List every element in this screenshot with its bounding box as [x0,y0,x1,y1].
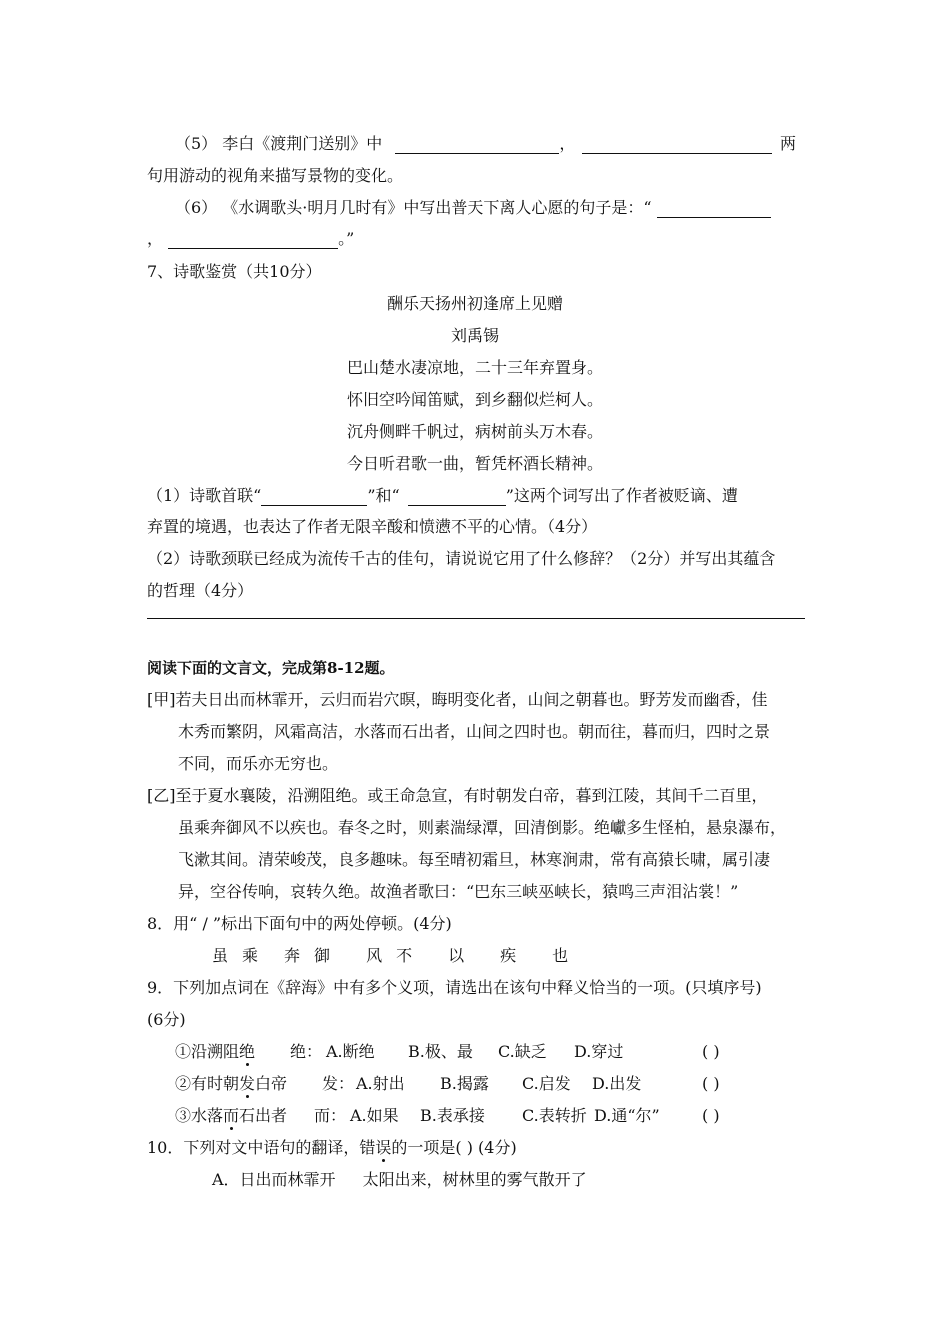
q6-blank-2[interactable] [168,232,338,249]
q9-item-3-answer[interactable]: ( ) [702,1106,720,1125]
q10-option-a-text: 太阳出来，树林里的雾气散开了 [362,1170,587,1189]
q6-prefix: （6） 《水调歌头·明月几时有》中写出普天下离人心愿的句子是：“ [175,198,652,217]
q10-heading-a: 10．下列对文中语句的翻译，错 [147,1138,376,1157]
q9-item-1-opt-a: A.断绝 [326,1042,375,1061]
poem-line-4: 今日听君歌一曲，暂凭杯酒长精神。 [346,454,603,473]
q7-sub1-line1 [147,486,738,506]
q9-item-2-sentence [175,1074,287,1094]
q9-item-3-opt-c: C.表转折 [522,1106,587,1125]
q9-item-num: ② [175,1074,192,1093]
q6-line2-comma: ， [147,229,164,248]
q9-item-2-opt-d: D.出发 [592,1074,642,1093]
q7-sub1-a: （1）诗歌首联“ [147,486,262,505]
q9-points: (6分) [147,1010,186,1029]
q9-item-3-word: 而： [314,1106,347,1125]
q7-sub1-b: ”和“ [367,486,400,505]
q10-heading [147,1138,517,1158]
q9-item-pre: 沿溯阻 [191,1042,240,1061]
q5-line1 [175,134,772,154]
q7-sub1-line2: 弃置的境遇，也表达了作者无限辛酸和愤懑不平的心情。（4分） [147,517,598,536]
q8-char: 风 [366,946,383,965]
q9-item-post: 石出者 [239,1106,288,1125]
q8-char: 虽 [212,946,229,965]
q9-heading: 9．下列加点词在《辞海》中有多个义项，请选出在该句中释义恰当的一项。(只填序号) [147,978,762,997]
q9-item-1-opt-d: D.穿过 [574,1042,624,1061]
q8-char: 御 [314,946,331,965]
q9-item-1-opt-b: B.极、最 [408,1042,473,1061]
yi-line-4: 异，空谷传响，哀转久绝。故渔者歌曰：“巴东三峡巫峡长，猿鸣三声泪沾裳！” [178,882,739,901]
q7-sub1-c: ”这两个词写出了作者被贬谪、遭 [505,486,738,505]
q5-blank-2[interactable] [582,137,772,154]
q9-item-1-sentence [175,1042,255,1062]
q7-sub2-line2: 的哲理（4分） [147,581,254,600]
q10-heading-dot: 误 [375,1138,392,1157]
poem-title: 酬乐天扬州初逢席上见赠 [386,294,563,313]
q5-blank-1[interactable] [395,137,559,154]
q10-heading-b: 的一项是( ) (4分) [391,1138,517,1157]
q8-char: 以 [448,946,465,965]
q8-char: 不 [396,946,413,965]
q5-line2: 句用游动的视角来描写景物的变化。 [147,166,404,185]
q9-item-dotted-word: 绝 [239,1042,256,1061]
q6-line2 [147,229,354,249]
q8-char: 乘 [242,946,259,965]
q9-item-2-opt-b: B.揭露 [440,1074,489,1093]
q5-comma: ， [559,134,576,153]
yi-line-2: 虽乘奔御风不以疾也。春冬之时，则素湍绿潭，回清倒影。绝巘多生怪柏，悬泉瀑布， [178,818,787,837]
q9-item-2-opt-c: C.启发 [522,1074,571,1093]
q8-char: 也 [552,946,569,965]
answer-line[interactable] [147,618,805,619]
q9-item-2-answer[interactable]: ( ) [702,1074,720,1093]
q9-item-1-word: 绝： [290,1042,323,1061]
poem-author: 刘禹锡 [450,326,499,345]
q8-char: 奔 [284,946,301,965]
reading-heading: 阅读下面的文言文，完成第8-12题。 [147,659,395,677]
poem-line-2: 怀旧空吟闻笛赋，到乡翻似烂柯人。 [346,390,603,409]
q7-sub2-line1: （2）诗歌颈联已经成为流传千古的佳句，请说说它用了什么修辞？（2分）并写出其蕴含 [147,549,776,568]
q6-line2-end: 。” [338,229,355,248]
q6-blank-1[interactable] [657,201,771,218]
q5-suffix: 两 [780,134,797,153]
q9-item-3-opt-b: B.表承接 [420,1106,485,1125]
q9-item-2-word: 发： [322,1074,355,1093]
q7-sub1-blank-2[interactable] [408,489,506,506]
q9-item-pre: 有时朝 [191,1074,240,1093]
jia-line-2: 木秀而繁阴，风霜高洁，水落而石出者，山间之四时也。朝而往，暮而归，四时之景 [178,722,771,741]
q9-item-num: ③ [175,1106,192,1125]
q9-item-1-opt-c: C.缺乏 [498,1042,547,1061]
q7-sub1-blank-1[interactable] [261,489,367,506]
q9-item-3-opt-a: A.如果 [350,1106,399,1125]
jia-line-3: 不同，而乐亦无穷也。 [178,754,339,773]
q10-option-a-label: A．日出而林霏开 [212,1170,336,1189]
q9-item-dotted-word: 而 [223,1106,240,1125]
q9-item-2-opt-a: A.射出 [356,1074,405,1093]
yi-line-3: 飞漱其间。清荣峻茂，良多趣味。每至晴初霜旦，林寒涧肃，常有高猿长啸，属引凄 [178,850,771,869]
q9-item-pre: 水落 [191,1106,224,1125]
q8-char: 疾 [500,946,517,965]
yi-line-1: [乙]至于夏水襄陵，沿溯阻绝。或王命急宣，有时朝发白帝，暮到江陵，其间千二百里， [147,786,768,805]
q9-item-dotted-word: 发 [239,1074,256,1093]
q8-heading: 8．用“ / ”标出下面句中的两处停顿。(4分) [147,914,452,933]
q5-prefix: （5） 李白《渡荆门送别》中 [175,134,383,153]
q9-item-1-answer[interactable]: ( ) [702,1042,720,1061]
jia-line-1: [甲]若夫日出而林霏开，云归而岩穴暝，晦明变化者，山间之朝暮也。野芳发而幽香，佳 [147,690,768,709]
q10-option-a[interactable] [212,1170,587,1190]
q9-item-post: 白帝 [255,1074,288,1093]
q7-heading: 7、诗歌鉴赏（共10分） [147,262,322,281]
poem-line-3: 沉舟侧畔千帆过，病树前头万木春。 [346,422,603,441]
q8-sentence [212,946,568,966]
poem-line-1: 巴山楚水凄凉地，二十三年弃置身。 [346,358,603,377]
q6-line1 [175,198,771,218]
q9-item-num: ① [175,1042,192,1061]
q9-item-3-sentence [175,1106,287,1126]
q9-item-3-opt-d: D.通“尔” [594,1106,660,1125]
